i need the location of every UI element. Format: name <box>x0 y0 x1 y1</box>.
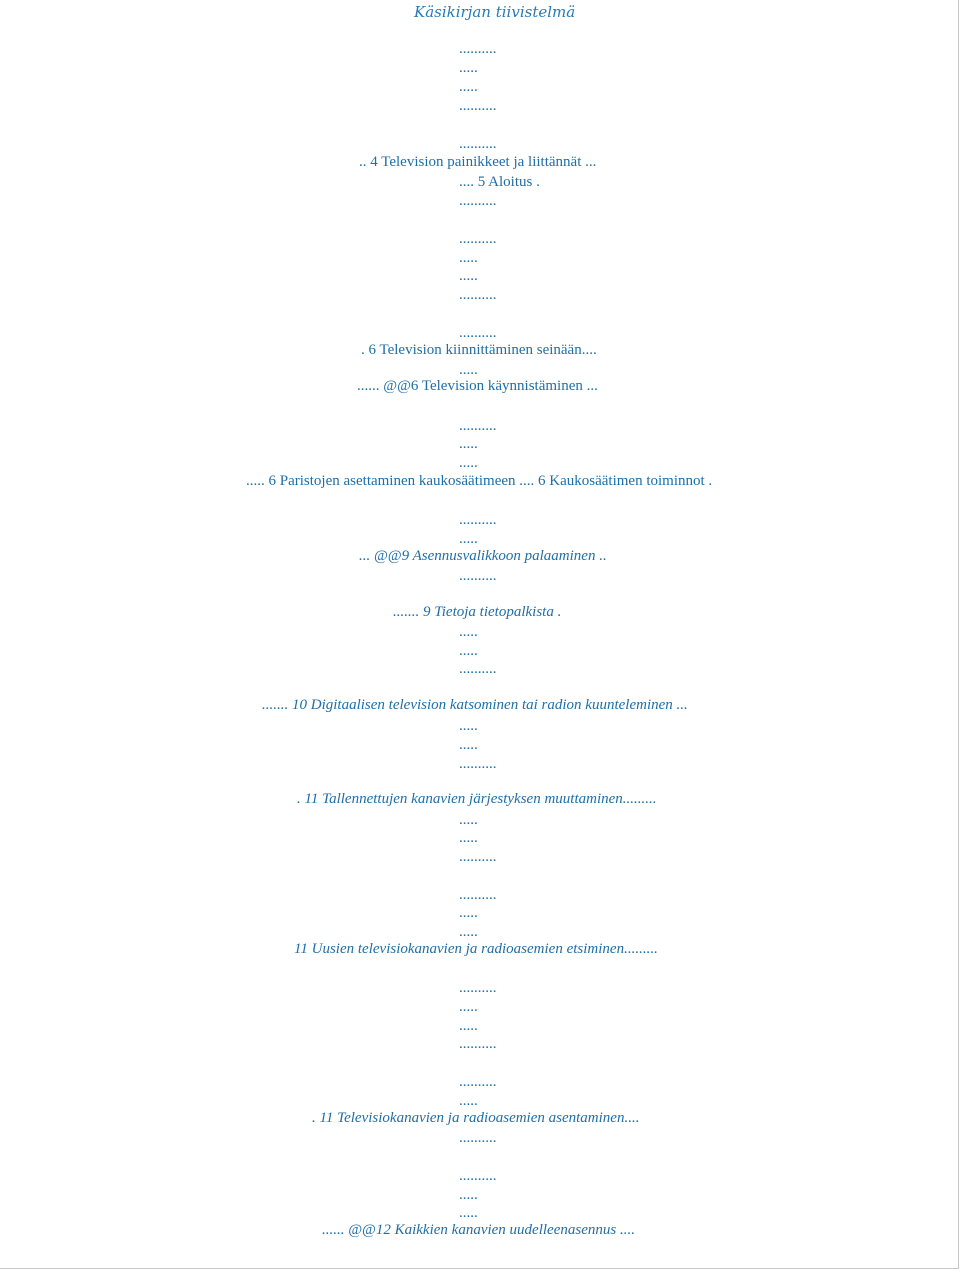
toc-line: ..... <box>459 79 478 95</box>
toc-line: .......... <box>459 287 497 303</box>
toc-entry[interactable]: ... @@9 Asennusvalikkoon palaaminen .. <box>359 548 607 564</box>
toc-line: ..... <box>459 1018 478 1034</box>
page-title: Käsikirjan tiivistelmä <box>414 3 576 21</box>
toc-line: .......... <box>459 980 497 996</box>
toc-line: ..... <box>459 250 478 266</box>
toc-line: .......... <box>459 325 497 341</box>
toc-entry[interactable]: .. 4 Television painikkeet ja liittännät ... <box>359 154 597 170</box>
toc-entry[interactable]: . 11 Tallennettujen kanavien järjestyksen muuttaminen......... <box>297 791 657 807</box>
toc-line: .......... <box>459 418 497 434</box>
toc-line: .......... <box>459 568 497 584</box>
toc-line: ..... <box>459 60 478 76</box>
toc-line: ..... <box>459 362 478 378</box>
toc-line: ..... <box>459 999 478 1015</box>
toc-line: .......... <box>459 98 497 114</box>
toc-line: ..... <box>459 1093 478 1109</box>
toc-line: ..... <box>459 455 478 471</box>
toc-entry[interactable]: . 11 Televisiokanavien ja radioasemien asentaminen.... <box>312 1110 640 1126</box>
toc-line: ..... <box>459 905 478 921</box>
toc-line: ..... <box>459 924 478 940</box>
toc-line: .......... <box>459 1168 497 1184</box>
toc-line: ..... <box>459 436 478 452</box>
toc-line: ..... <box>459 830 478 846</box>
toc-line: ..... <box>459 643 478 659</box>
toc-line: ..... <box>459 1187 478 1203</box>
toc-line: .......... <box>459 1036 497 1052</box>
toc-entry[interactable]: ....... 10 Digitaalisen television katsominen tai radion kuunteleminen ... <box>262 697 688 713</box>
toc-line: .......... <box>459 1130 497 1146</box>
toc-line: .......... <box>459 849 497 865</box>
toc-line: ..... <box>459 1205 478 1221</box>
toc-line: .......... <box>459 512 497 528</box>
toc-line: ..... <box>459 531 478 547</box>
toc-entry[interactable]: .... 5 Aloitus . <box>459 174 540 190</box>
toc-line: .......... <box>459 136 497 152</box>
toc-line: .......... <box>459 193 497 209</box>
toc-entry[interactable]: . 6 Television kiinnittäminen seinään.... <box>361 342 597 358</box>
toc-line: ..... <box>459 268 478 284</box>
toc-line: ..... <box>459 718 478 734</box>
toc-entry[interactable]: ...... @@12 Kaikkien kanavien uudelleenasennus .... <box>322 1222 635 1238</box>
toc-entry[interactable]: ....... 9 Tietoja tietopalkista . <box>393 604 562 620</box>
toc-line: .......... <box>459 1074 497 1090</box>
toc-line: .......... <box>459 231 497 247</box>
toc-line: .......... <box>459 756 497 772</box>
toc-entry[interactable]: ..... 6 Paristojen asettaminen kaukosäätimeen .... 6 Kaukosäätimen toiminnot . <box>246 473 713 489</box>
toc-line: ..... <box>459 624 478 640</box>
toc-entry[interactable]: 11 Uusien televisiokanavien ja radioasemien etsiminen......... <box>294 941 658 957</box>
toc-line: ..... <box>459 812 478 828</box>
toc-line: ..... <box>459 737 478 753</box>
toc-entry[interactable]: ...... @@6 Television käynnistäminen ... <box>357 378 598 394</box>
toc-line: .......... <box>459 887 497 903</box>
toc-line: .......... <box>459 41 497 57</box>
toc-line: .......... <box>459 661 497 677</box>
